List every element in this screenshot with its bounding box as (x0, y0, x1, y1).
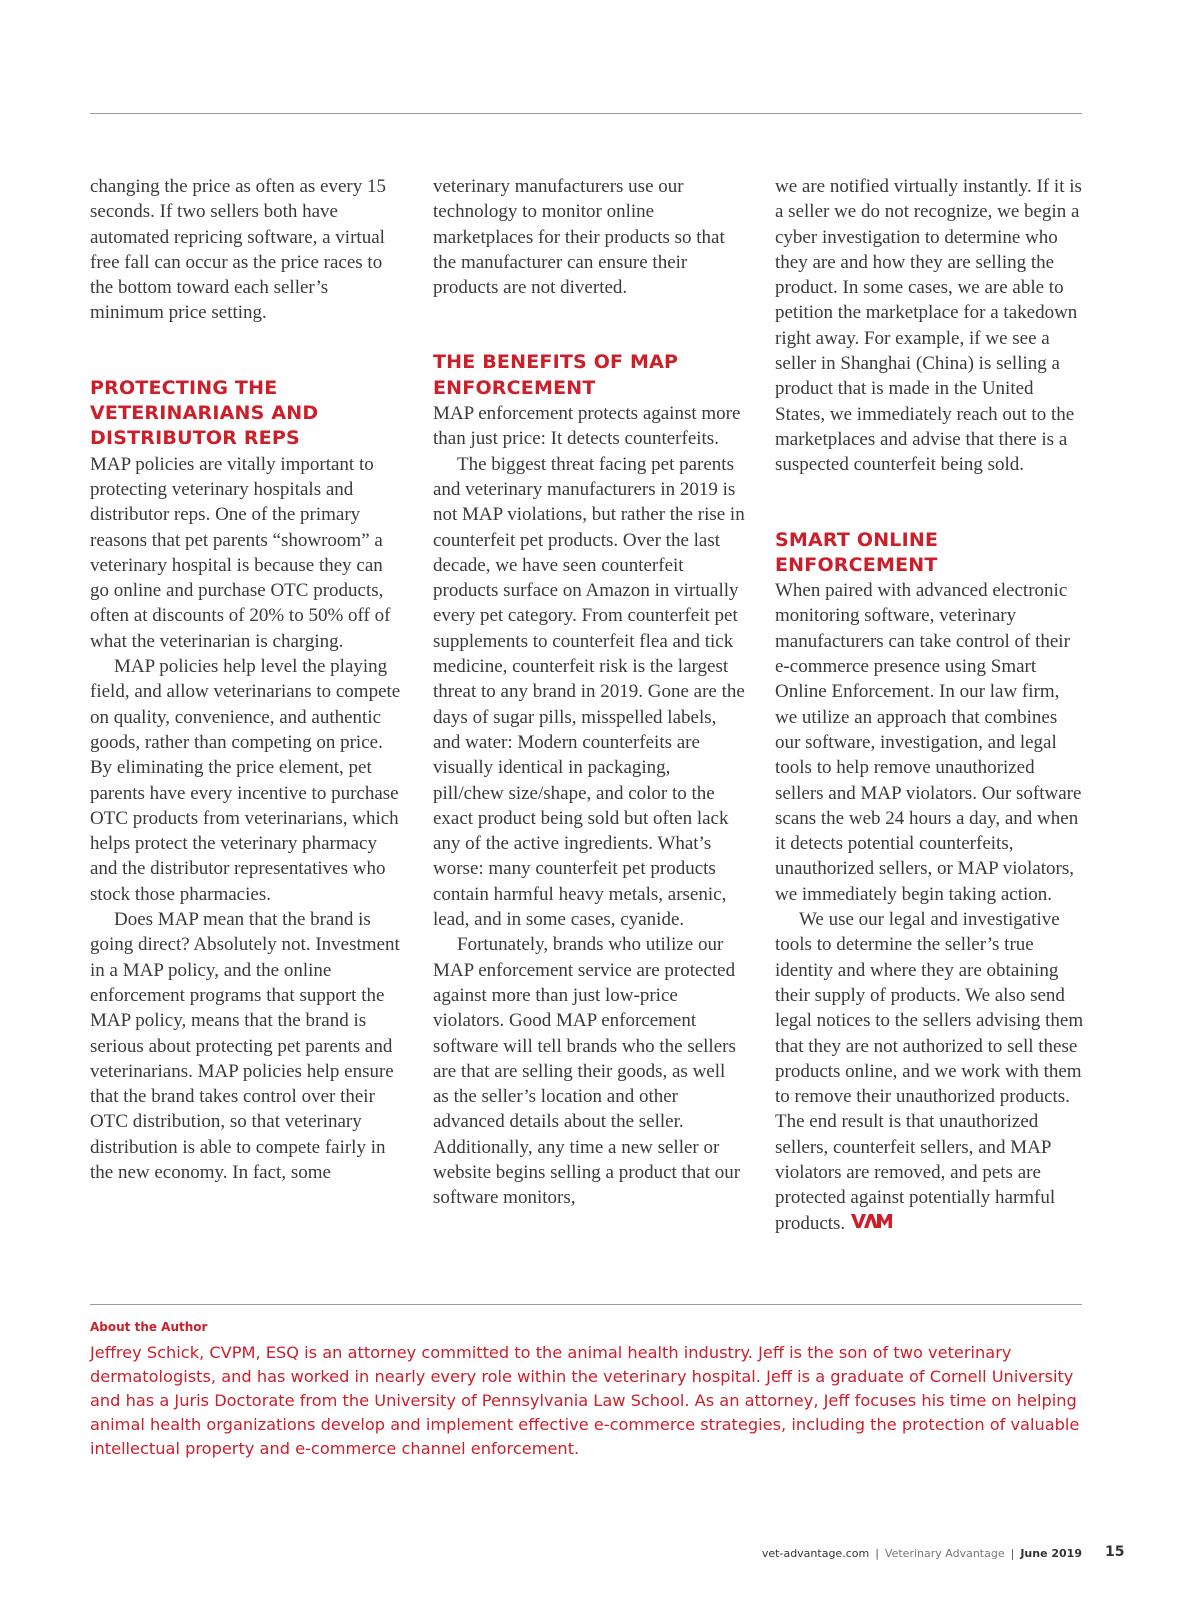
body-paragraph: The biggest threat facing pet parents and veterinary manufacturers in 2019 is not MAP violations, but rather the rise in counterfeit pet products. Over the last decade, we have seen counterfeit products surface on Amazon in virtually every pet category. From counterfeit pet supplements to counterfeit flea and tick medicine, counterfeit risk is the largest threat to any brand in 2019. Gone are the days of sugar pills, misspelled labels, and water: Modern counterfeits are visually identical in packaging, pill/chew size/shape, and color to the exact product being sold but often lack any of the active ingredients. What’s worse: many counterfeit pet products contain harmful heavy metals, arsenic, lead, and in some cases, cyanide. (433, 453, 745, 931)
about-author-label: About the Author (90, 1320, 208, 1334)
body-paragraph: changing the price as often as every 15 seconds. If two sellers both have automated repricing software, a virtual free fall can occur as the price races to the bottom toward each seller’s minimum price setting. (90, 176, 386, 324)
about-author-box (90, 1318, 1090, 1461)
body-paragraph: MAP policies are vitally important to protecting veterinary hospitals and distributor reps. One of the primary reasons that pet parents “showroom” a veterinary hospital is because they can go online and purchase OTC products, often at discounts of 20% to 50% off of what the veterinarian is charging. (90, 453, 391, 652)
footer-date: June 2019 (1020, 1547, 1082, 1560)
footer-separator: | (1010, 1547, 1015, 1560)
body-paragraph: Fortunately, brands who utilize our MAP enforcement service are protected against more than just low-price violators. Good MAP enforcement software will tell brands who the sellers are that are selling their goods, as well as the seller’s location and other advanced details about the seller. Additionally, any time a new seller or website begins selling a product that our software monitors, (433, 934, 741, 1209)
author-divider (90, 1304, 1082, 1305)
footer-website: vet-advantage.com (761, 1547, 870, 1560)
section-heading-protecting-veterinarians: PROTECTING THE VETERINARIANS AND DISTRIBUTOR REPS (90, 376, 319, 450)
article-column-1 (90, 174, 402, 1185)
body-paragraph: When paired with advanced electronic monitoring software, veterinary manufacturers can take control of their e-commerce presence using Smart Online Enforcement. In our law firm, we utilize an approach that combines our software, investigation, and legal tools to help remove unauthorized sellers and MAP violators. Our software scans the web 24 hours a day, and when it detects potential counterfeits, unauthorized sellers, or MAP violators, we immediately begin taking action. (775, 580, 1082, 905)
footer-publication: Veterinary Advantage (884, 1547, 1005, 1560)
footer-separator: | (875, 1547, 879, 1560)
body-paragraph: MAP policies help level the playing field, and allow veterinarians to compete on quality, convenience, and authentic goods, rather than competing on price. By eliminating the price element, pet parents have every incentive to purchase OTC products from veterinarians, which helps protect the veterinary pharmacy and the distributor representatives who stock those pharmacies. (90, 656, 401, 905)
section-heading-benefits-map-enforcement: THE BENEFITS OF MAP ENFORCEMENT (433, 351, 679, 399)
article-column-2 (433, 174, 745, 1211)
about-author-bio: Jeffrey Schick, CVPM, ESQ is an attorney committed to the animal health industry. Jeff is the son of two veterinary dermatologists, and has worked in nearly every role within the veterinary hospital. Jeff is a graduate of Cornell University and has a Juris Doctorate from the University of Pennsylvania Law School. As an attorney, Jeff focuses his time on helping animal health organizations develop and implement effective e-commerce strategies, including the protection of valuable intellectual property and e-commerce channel enforcement. (90, 1343, 1080, 1458)
body-paragraph: veterinary manufacturers use our technology to monitor online marketplaces for their products so that the manufacturer can ensure their products are not diverted. (433, 176, 725, 299)
section-heading-smart-online-enforcement: SMART ONLINE ENFORCEMENT (775, 528, 939, 576)
vam-logo-icon (851, 1213, 893, 1229)
top-divider (90, 113, 1082, 114)
article-column-3 (775, 174, 1085, 1236)
page-number: 15 (1105, 1544, 1125, 1560)
body-paragraph (775, 907, 1085, 1236)
page-footer (762, 1547, 1082, 1560)
body-paragraph: we are notified virtually instantly. If it is a seller we do not recognize, we begin a cyber investigation to determine who they are and how they are selling the product. In some cases, we are able to petition the marketplace for a takedown right away. For example, if we see a seller in Shanghai (China) is selling a product that is made in the United States, we immediately reach out to the marketplaces and advise that there is a suspected counterfeit being sold. (775, 176, 1082, 476)
body-paragraph-text: We use our legal and investigative tools to determine the seller’s true identity and where they are obtaining their supply of products. We also send legal notices to the sellers advising them that they are not authorized to sell these products online, and we work with them to remove their unauthorized products. The end result is that unauthorized sellers, counterfeit sellers, and MAP violators are removed, and pets are protected against potentially harmful products. (775, 909, 1084, 1234)
body-paragraph: Does MAP mean that the brand is going direct? Absolutely not. Investment in a MAP policy, and the online enforcement programs that support the MAP policy, means that the brand is serious about protecting pet parents and veterinarians. MAP policies help ensure that the brand takes control over their OTC distribution, so that veterinary distribution is able to compete fairly in the new economy. In fact, some (90, 909, 400, 1183)
body-paragraph: MAP enforcement protects against more than just price: It detects counterfeits. (433, 403, 741, 450)
